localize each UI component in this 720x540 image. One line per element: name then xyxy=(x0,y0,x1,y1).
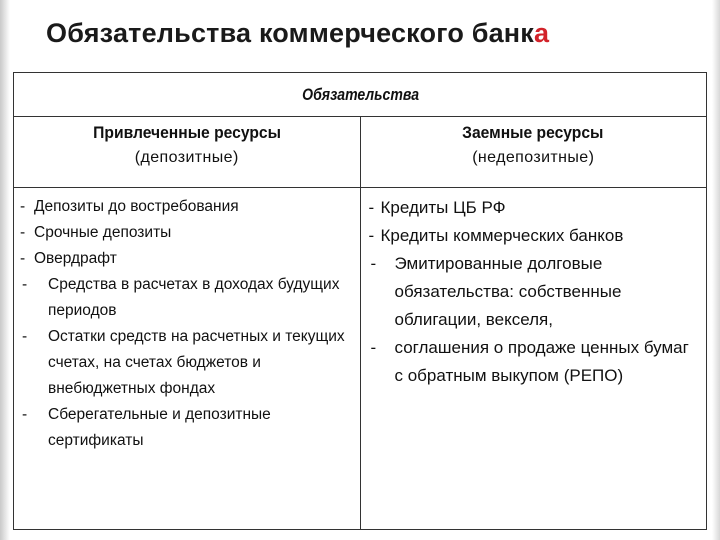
list-dash: - xyxy=(22,328,28,345)
list-item xyxy=(14,220,360,246)
list-item xyxy=(14,246,360,272)
list-dash: - xyxy=(22,406,28,423)
borrowed-resources-list xyxy=(361,194,707,390)
list-dash: - xyxy=(370,254,377,273)
list-item-text: соглашения о продаже ценных бумаг с обратным выкупом (РЕПО) xyxy=(394,338,689,385)
list-dash: - xyxy=(368,198,375,217)
list-item xyxy=(14,324,360,402)
list-item xyxy=(14,194,360,220)
list-dash: - xyxy=(20,250,26,267)
column-subtitle-borrowed: (недепозитные) xyxy=(472,149,595,166)
column-title-borrowed: Заемные ресурсы xyxy=(462,123,604,142)
list-item-text: Депозиты до востребования xyxy=(34,198,239,215)
attracted-resources-list xyxy=(14,194,360,454)
title-main-text: Обязательства коммерческого банк xyxy=(46,18,535,48)
column-header-borrowed xyxy=(360,117,707,188)
list-item xyxy=(361,250,707,334)
list-item xyxy=(361,194,707,222)
list-dash: - xyxy=(22,276,28,293)
list-item-text: Эмитированные долговые обязательства: собственные облигации, векселя, xyxy=(394,254,622,329)
list-item-text: Овердрафт xyxy=(34,250,117,267)
slide-right-edge xyxy=(712,0,720,540)
attracted-resources-list-cell xyxy=(14,188,361,530)
list-dash: - xyxy=(368,226,375,245)
slide-title xyxy=(46,18,549,49)
list-item-text: Кредиты коммерческих банков xyxy=(380,226,624,245)
list-item xyxy=(14,272,360,324)
title-accent-letter: а xyxy=(534,18,550,48)
column-title-attracted: Привлеченные ресурсы xyxy=(92,123,281,142)
liabilities-table xyxy=(13,72,707,530)
table-header-cell xyxy=(48,73,672,117)
list-item-text: Срочные депозиты xyxy=(34,224,172,241)
list-item-text: Сберегательные и депозитные сертификаты xyxy=(48,406,271,449)
list-dash: - xyxy=(370,338,377,357)
list-item-text: Средства в расчетах в доходах будущих периодов xyxy=(48,276,340,319)
list-item xyxy=(361,334,707,390)
list-item xyxy=(14,402,360,454)
list-item-text: Остатки средств на расчетных и текущих счетах, на счетах бюджетов и внебюджетных фондах xyxy=(48,328,345,397)
column-header-attracted xyxy=(14,117,361,188)
list-item-text: Кредиты ЦБ РФ xyxy=(380,198,506,217)
list-item xyxy=(361,222,707,250)
table-header-text: Обязательства xyxy=(301,84,419,104)
borrowed-resources-list-cell xyxy=(360,188,707,530)
list-dash: - xyxy=(20,224,26,241)
column-subtitle-attracted: (депозитные) xyxy=(134,149,239,166)
slide-left-edge xyxy=(0,0,10,540)
list-dash: - xyxy=(20,198,26,215)
